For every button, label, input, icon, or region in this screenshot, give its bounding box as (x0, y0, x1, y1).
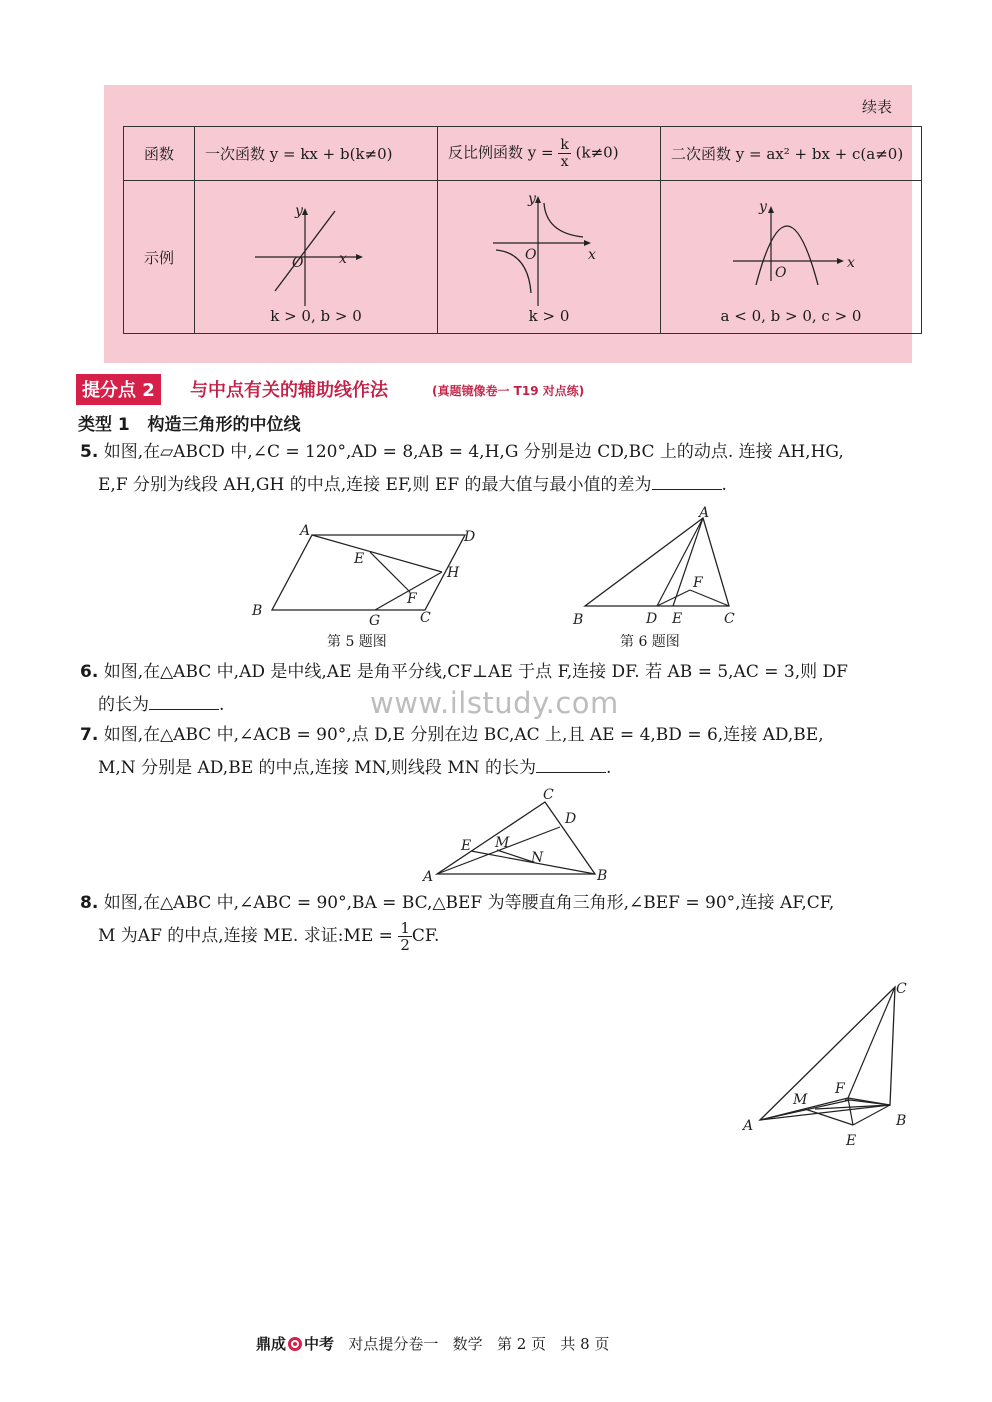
brand-logo: 鼎成 中考 (256, 1335, 335, 1353)
figure-6 (565, 503, 755, 633)
origin-label: O (292, 255, 304, 271)
figure-6-caption: 第 6 题图 (620, 634, 680, 650)
question-7: 7. 如图,在△ABC 中,∠ACB = 90°,点 D,E 分别在边 BC,AC 上,且 AE = 4,BD = 6,连接 AD,BE, M,N 分别是 AD,BE 的中点,连接 MN,则线段 MN 的长为 . (80, 725, 824, 778)
point-B: B (252, 603, 263, 619)
section-title: 与中点有关的辅助线作法 (190, 380, 388, 401)
quadratic-example (661, 181, 922, 334)
origin-label: O (775, 265, 787, 281)
point-A: A (300, 523, 311, 539)
section-note: (真题镜像卷一 T19 对点练) (432, 384, 585, 398)
x-axis-label: x (588, 247, 596, 263)
point-A: A (743, 1118, 754, 1134)
inverse-condition: k > 0 (528, 307, 570, 325)
linear-example (195, 181, 438, 334)
point-C: C (896, 981, 907, 997)
target-icon (288, 1337, 302, 1351)
linear-header: 一次函数 y = kx + b(k≠0) (195, 127, 438, 181)
point-H: H (447, 565, 460, 581)
figure-5-caption: 第 5 题图 (327, 634, 387, 650)
point-G: G (369, 613, 381, 629)
point-D: D (565, 811, 577, 827)
point-C: C (543, 787, 554, 803)
point-F: F (835, 1081, 845, 1097)
continued-label: 续表 (861, 98, 892, 116)
point-F: F (407, 591, 417, 607)
y-axis-label: y (528, 191, 536, 207)
row-label-example: 示例 (124, 181, 195, 334)
point-E: E (672, 611, 683, 627)
linear-condition: k > 0, b > 0 (270, 307, 362, 325)
watermark: www.ilstudy.com (370, 686, 619, 720)
section-badge: 提分点 2 (76, 374, 161, 405)
y-axis-label: y (295, 203, 303, 219)
point-A: A (423, 869, 434, 885)
point-E: E (354, 551, 365, 567)
question-5: 5. 如图,在▱ABCD 中,∠C = 120°,AD = 8,AB = 4,H,G 分别是边 CD,BC 上的动点. 连接 AH,HG, E,F 分别为线段 AH,GH 的中点,连接 EF,则 EF 的最大值与最小值的差为 . (80, 442, 844, 495)
inverse-example (438, 181, 661, 334)
answer-blank (652, 475, 722, 490)
question-8: 8. 如图,在△ABC 中,∠ABC = 90°,BA = BC,△BEF 为等腰直角三角形,∠BEF = 90°,连接 AF,CF, M 为AF 的中点,连接 ME. 求证:ME = $\frac{1}{2}$ CF. (80, 893, 835, 954)
point-B: B (573, 612, 584, 628)
point-B: B (896, 1113, 907, 1129)
answer-blank (536, 758, 606, 773)
point-D: D (646, 611, 658, 627)
x-axis-label: x (339, 251, 347, 267)
figure-8 (735, 975, 920, 1155)
point-E: E (846, 1133, 857, 1149)
point-E: E (461, 838, 472, 854)
x-axis-label: x (847, 255, 855, 271)
y-axis-label: y (759, 199, 767, 215)
point-C: C (420, 610, 431, 626)
point-A: A (699, 505, 710, 521)
question-6: 6. 如图,在△ABC 中,AD 是中线,AE 是角平分线,CF⊥AE 于点 F,连接 DF. 若 AB = 5,AC = 3,则 DF 的长为 . (80, 662, 848, 715)
quadratic-condition: a < 0, b > 0, c > 0 (720, 307, 862, 325)
point-D: D (464, 529, 476, 545)
origin-label: O (525, 247, 537, 263)
figure-7 (415, 782, 625, 892)
quadratic-header: 二次函数 y = ax² + bx + c(a≠0) (661, 127, 922, 181)
point-M: M (495, 835, 510, 851)
point-B: B (597, 868, 608, 884)
figure-5 (240, 515, 490, 635)
inverse-header: 反比例函数 y = $\frac{k}{x}$ (k≠0) (438, 127, 661, 181)
footer-text: 对点提分卷一 数学 第 2 页 共 8 页 (348, 1335, 610, 1353)
footer (256, 1333, 609, 1354)
answer-blank (149, 695, 219, 710)
point-M: M (793, 1092, 808, 1108)
function-table (123, 126, 922, 334)
type-heading: 类型 1 构造三角形的中位线 (78, 415, 301, 435)
row-label-function: 函数 (124, 127, 195, 181)
point-N: N (531, 850, 544, 866)
point-C: C (724, 611, 735, 627)
point-F: F (693, 575, 703, 591)
